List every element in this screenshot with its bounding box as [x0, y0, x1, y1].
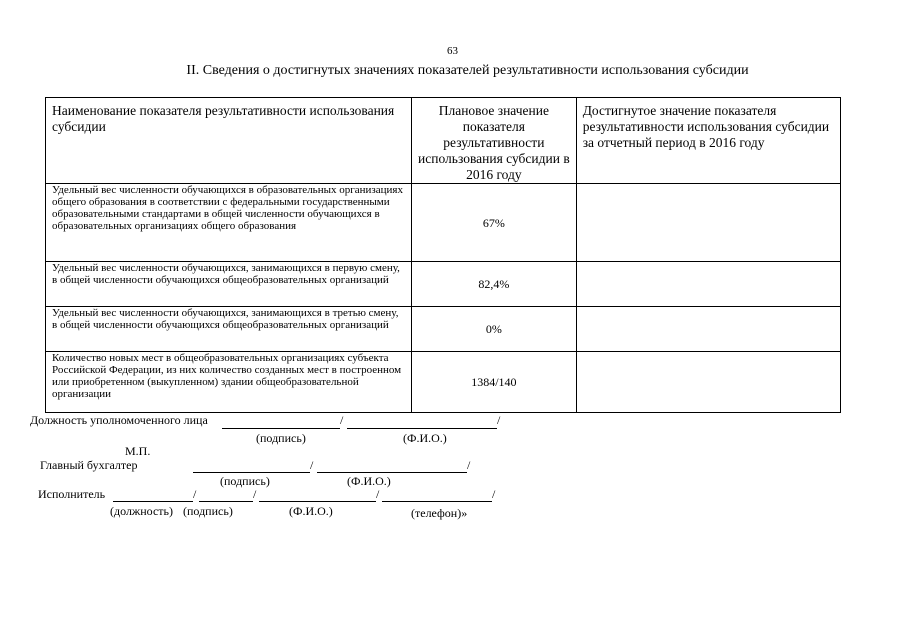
accountant-fio-line[interactable] — [317, 472, 467, 473]
official-fio-line[interactable] — [347, 428, 497, 429]
executor-fio-line[interactable] — [259, 501, 376, 502]
separator-slash: / — [340, 413, 344, 427]
separator-slash: / — [492, 487, 496, 501]
chief-accountant-label: Главный бухгалтер — [40, 458, 138, 472]
caption-phone: (телефон)» — [411, 506, 468, 520]
separator-slash: / — [253, 487, 257, 501]
achieved-value-cell — [576, 184, 840, 262]
caption-position: (должность) — [110, 504, 173, 518]
caption-fio: (Ф.И.О.) — [403, 431, 447, 445]
caption-fio: (Ф.И.О.) — [289, 504, 333, 518]
official-position-label: Должность уполномоченного лица — [30, 413, 208, 427]
planned-value-cell: 82,4% — [412, 262, 577, 307]
planned-value-cell: 67% — [412, 184, 577, 262]
separator-slash: / — [310, 458, 314, 472]
caption-signature: (подпись) — [183, 504, 233, 518]
section-title: II. Сведения о достигнутых значениях показателей результативности использования субсидии — [186, 63, 749, 78]
table-row — [46, 307, 841, 352]
achieved-value-cell — [576, 307, 840, 352]
separator-slash: / — [193, 487, 197, 501]
caption-signature: (подпись) — [220, 474, 270, 488]
indicator-name-cell: Количество новых мест в общеобразовательных организациях субъекта Российской Федерации, из них количество созданных мест в построенном или приобретенном (выкупленном) здании общеобразовательной организации — [46, 352, 412, 413]
caption-signature: (подпись) — [256, 431, 306, 445]
header-achieved-value: Достигнутое значение показателя результативности использования субсидии за отчетный период в 2016 году — [576, 98, 840, 184]
table-row — [46, 262, 841, 307]
executor-phone-line[interactable] — [382, 501, 492, 502]
page-number: 63 — [447, 45, 458, 57]
indicator-name-cell: Удельный вес численности обучающихся в образовательных организациях общего образования в соответствии с федеральными государственными образовательными стандартами в общей численности обучающихся в образовательных организациях общего образования — [46, 184, 412, 262]
header-planned-value: Плановое значение показателя результативности использования субсидии в 2016 году — [412, 98, 577, 184]
executor-label: Исполнитель — [38, 487, 106, 501]
table-header-row — [46, 98, 841, 184]
indicator-name-cell: Удельный вес численности обучающихся, занимающихся в третью смену, в общей численности обучающихся общеобразовательных организаций — [46, 307, 412, 352]
achieved-value-cell — [576, 262, 840, 307]
table-row — [46, 352, 841, 413]
table-row — [46, 184, 841, 262]
stamp-label: М.П. — [125, 444, 151, 458]
accountant-signature-line[interactable] — [193, 472, 310, 473]
executor-position-line[interactable] — [113, 501, 193, 502]
executor-signature-line[interactable] — [199, 501, 253, 502]
separator-slash: / — [497, 413, 501, 427]
planned-value-cell: 1384/140 — [412, 352, 577, 413]
official-signature-line[interactable] — [222, 428, 340, 429]
planned-value-cell: 0% — [412, 307, 577, 352]
separator-slash: / — [467, 458, 471, 472]
caption-fio: (Ф.И.О.) — [347, 474, 391, 488]
header-indicator-name: Наименование показателя результативности использования субсидии — [46, 98, 412, 184]
indicator-name-cell: Удельный вес численности обучающихся, занимающихся в первую смену, в общей численности обучающихся общеобразовательных организаций — [46, 262, 412, 307]
results-table — [45, 97, 841, 413]
achieved-value-cell — [576, 352, 840, 413]
separator-slash: / — [376, 487, 380, 501]
